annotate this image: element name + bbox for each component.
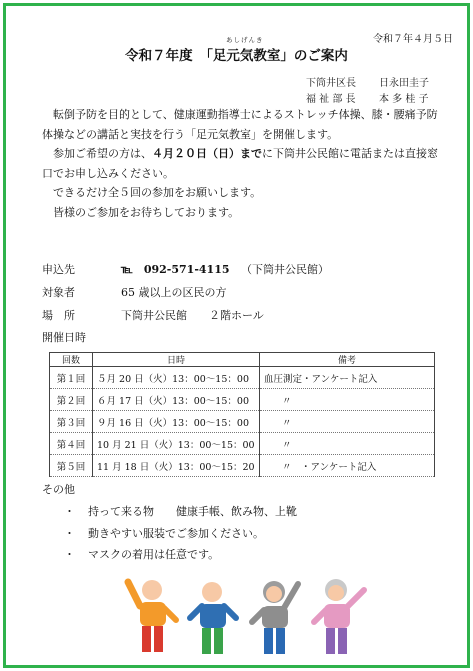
schedule-heading: 開催日時 <box>42 331 86 344</box>
row-count: 第４回 <box>50 433 93 455</box>
row-datetime: ９月 16 日（火）13：00～15：00 <box>93 411 260 433</box>
senior-figure-icon <box>252 581 298 654</box>
senior-figure-icon <box>190 582 236 654</box>
document-date: 令和７年４月５日 <box>373 34 453 45</box>
row-datetime: 11 月 18 日（火）13：00～15：20 <box>93 455 260 477</box>
row-count: 第１回 <box>50 367 93 389</box>
other-item-text: マスクの着用は任意です。 <box>88 548 220 561</box>
header-note: 備考 <box>260 353 435 367</box>
senior-figure-icon <box>314 579 364 654</box>
row-note: 血圧測定・アンケート記入 <box>260 367 435 389</box>
target-value: 65 歳以上の区民の方 <box>121 286 227 299</box>
table-row <box>50 389 435 411</box>
target-label: 対象者 <box>42 286 75 299</box>
table-row <box>50 455 435 477</box>
sender-role-1: 下筒井区長 <box>306 78 356 89</box>
row-count: 第５回 <box>50 455 93 477</box>
row-count: 第２回 <box>50 389 93 411</box>
table-row <box>50 433 435 455</box>
other-heading: その他 <box>42 483 75 496</box>
application-text: 参加ご希望の方は、 <box>53 147 152 160</box>
row-note: 〃 <box>260 433 435 455</box>
place-value: 下筒井公民館 ２階ホール <box>121 309 264 322</box>
tel-place: （下筒井公民館） <box>241 263 329 276</box>
paragraph-attendance: できるだけ全５回の参加をお願いします。 <box>53 186 262 199</box>
document-frame <box>3 3 470 668</box>
exercising-seniors-illustration <box>124 576 369 658</box>
tel-value: 092-571-4115 <box>143 263 230 276</box>
tel-icon: ℡ <box>121 263 133 276</box>
row-count: 第３回 <box>50 411 93 433</box>
body-text <box>42 105 447 222</box>
sender-name-2: 本 多 桂 子 <box>379 94 429 105</box>
bullet-icon: ・ <box>64 548 75 561</box>
deadline-text: ４月２０日（日）まで <box>152 147 262 160</box>
table-row <box>50 367 435 389</box>
tel-number <box>121 261 230 277</box>
place-label: 場 所 <box>42 309 75 322</box>
sender-role-2: 福 祉 部 長 <box>306 94 356 105</box>
title-ruby: あしげんき <box>226 36 264 44</box>
header-count: 回数 <box>50 353 93 367</box>
header-datetime: 日時 <box>93 353 260 367</box>
other-item-text: 持って来る物 健康手帳、飲み物、上靴 <box>88 505 297 518</box>
other-item <box>64 525 264 541</box>
apply-label: 申込先 <box>42 263 75 276</box>
row-note: 〃 ・アンケート記入 <box>260 455 435 477</box>
bullet-icon: ・ <box>64 505 75 518</box>
row-note: 〃 <box>260 389 435 411</box>
paragraph-purpose: 転倒予防を目的として、健康運動指導士によるストレッチ体操、膝・腰痛予防体操などの講話と実技を行う「足元気教室」を開催します。 <box>42 108 438 141</box>
document-title: 令和７年度 「足元気教室」のご案内 <box>125 48 348 64</box>
paragraph-application <box>42 144 447 183</box>
row-datetime: ６月 17 日（火）13：00～15：00 <box>93 389 260 411</box>
table-header-row <box>50 353 435 367</box>
paragraph-closing: 皆様のご参加をお待ちしております。 <box>53 205 240 219</box>
other-item <box>64 503 297 519</box>
table-row <box>50 411 435 433</box>
other-item-text: 動きやすい服装でご参加ください。 <box>88 527 264 540</box>
bullet-icon: ・ <box>64 527 75 540</box>
application-text-rest: に下筒井公民館に電話または直接窓口でお申し込みください。 <box>42 147 438 180</box>
schedule-table <box>49 352 435 477</box>
row-note: 〃 <box>260 411 435 433</box>
other-item <box>64 546 219 562</box>
row-datetime: ５月 20 日（火）13：00～15：00 <box>93 367 260 389</box>
senior-figure-icon <box>128 580 176 652</box>
row-datetime: 10 月 21 日（火）13：00～15：00 <box>93 433 260 455</box>
sender-name-1: 日永田圭子 <box>379 78 429 89</box>
